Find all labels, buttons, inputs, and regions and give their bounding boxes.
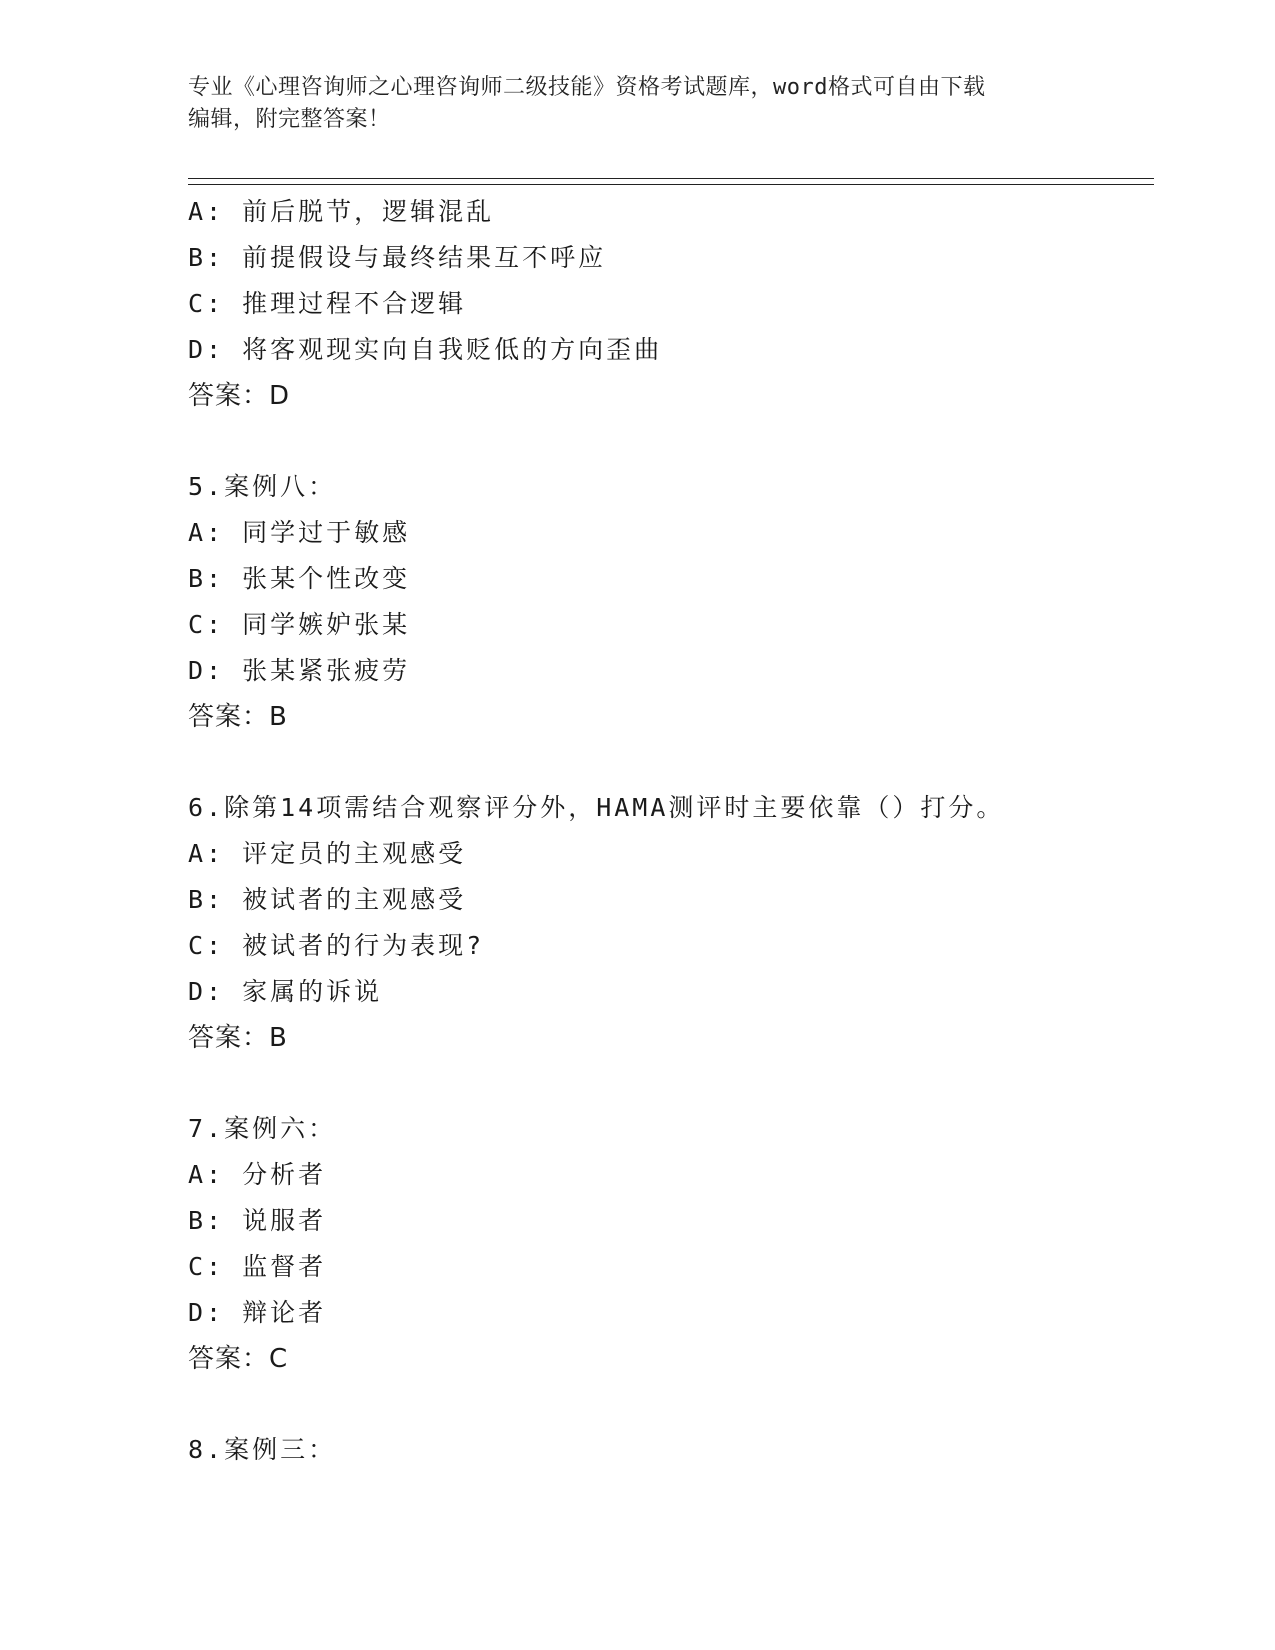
question-block (188, 1106, 1148, 1382)
option-c: C: 监督者 (188, 1252, 327, 1281)
option-d: D: 张某紧张疲劳 (188, 656, 411, 685)
header-line-2: 编辑，附完整答案！ (188, 107, 391, 132)
question-block (188, 785, 1148, 1061)
option-a: A: 前后脱节，逻辑混乱 (188, 197, 495, 226)
option-c: C: 同学嫉妒张某 (188, 610, 411, 639)
header-line-1: 专业《心理咨询师之心理咨询师二级技能》资格考试题库，word格式可自由下载 (188, 75, 986, 100)
option-b: B: 被试者的主观感受 (188, 885, 467, 914)
block-spacer (188, 1382, 1148, 1427)
header-double-rule (188, 178, 1154, 185)
option-a: A: 评定员的主观感受 (188, 839, 467, 868)
document-header (188, 72, 1068, 136)
block-spacer (188, 1061, 1148, 1106)
question-block (188, 1427, 1148, 1473)
question-block (188, 189, 1148, 419)
option-d: D: 辩论者 (188, 1298, 327, 1327)
option-a: A: 分析者 (188, 1160, 327, 1189)
answer-line: 答案：B (188, 702, 288, 732)
option-c: C: 推理过程不合逻辑 (188, 289, 467, 318)
option-b: B: 张某个性改变 (188, 564, 411, 593)
question-list (188, 189, 1148, 1473)
answer-line: 答案：B (188, 1023, 288, 1053)
question-stem: 6.除第14项需结合观察评分外，HAMA测评时主要依靠（）打分。 (188, 793, 1005, 822)
option-b: B: 前提假设与最终结果互不呼应 (188, 243, 607, 272)
question-stem: 5.案例八： (188, 472, 337, 501)
question-stem: 7.案例六： (188, 1114, 337, 1143)
option-b: B: 说服者 (188, 1206, 327, 1235)
option-c: C: 被试者的行为表现? (188, 931, 485, 960)
answer-line: 答案：D (188, 381, 291, 411)
answer-line: 答案：C (188, 1344, 289, 1374)
option-d: D: 将客观现实向自我贬低的方向歪曲 (188, 335, 663, 364)
option-d: D: 家属的诉说 (188, 977, 383, 1006)
block-spacer (188, 740, 1148, 785)
option-a: A: 同学过于敏感 (188, 518, 411, 547)
question-block (188, 464, 1148, 740)
question-stem: 8.案例三： (188, 1435, 337, 1464)
block-spacer (188, 419, 1148, 464)
